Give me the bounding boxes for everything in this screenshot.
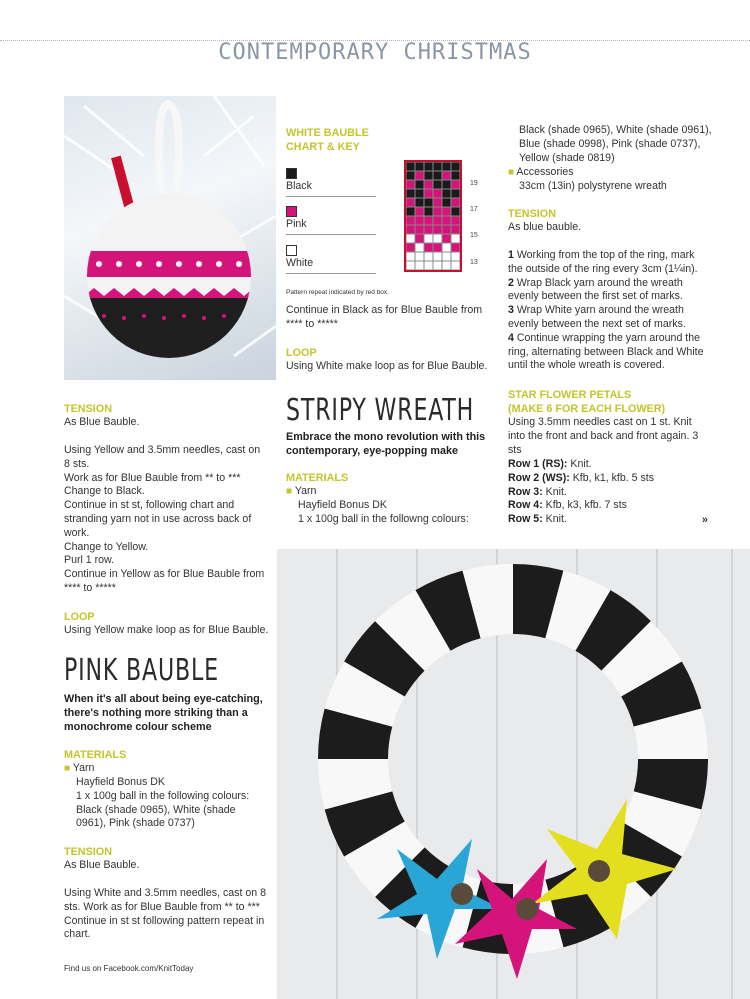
stripy-wreath-title: STRIPY WREATH: [286, 393, 475, 428]
chart-cell: [433, 180, 442, 189]
yellow-tension-text: As Blue Bauble.: [64, 416, 140, 428]
wreath-stripe: [374, 839, 399, 872]
chart-cell: [415, 171, 424, 180]
wreath-yarn-details: [298, 499, 494, 527]
petal-row: Row 3: Knit.: [508, 485, 567, 498]
row-number-19: 19: [470, 180, 478, 187]
wreath-stripe: [513, 599, 554, 604]
wreath-stripe: [353, 718, 358, 759]
chart-cell: [433, 225, 442, 234]
pink-yarn-detail: 1 x 100g ball in the following colours: Black (shade 0965), White (shade 0961), Pink (shade 0737): [76, 789, 250, 830]
chart-cell: [406, 261, 415, 270]
chart-heading-line2: CHART & KEY: [286, 141, 360, 153]
chart-cell: [415, 216, 424, 225]
chart-cell: [451, 225, 460, 234]
pink-bauble-intro: When it's all about being eye-catching, there's nothing more striking than a monochrome colour scheme: [64, 693, 263, 733]
wreath-yarn-detail: 1 x 100g ball in the followng colours:: [298, 512, 469, 525]
row-number-15: 15: [470, 232, 478, 239]
wreath-step: 2 Wrap Black yarn around the wreath evenly between the first set of marks.: [508, 276, 683, 303]
chart-cell: [406, 225, 415, 234]
pink-bauble-title: PINK BAUBLE: [64, 653, 219, 688]
chart-cell: [442, 198, 451, 207]
chart-cell: [415, 198, 424, 207]
chart-cell: [424, 252, 433, 261]
white-swatch: [286, 245, 297, 256]
yellow-line: Using Yellow and 3.5mm needles, cast on 8 sts.: [64, 444, 261, 470]
pink-method: Using White and 3.5mm needles, cast on 8 sts. Work as for Blue Bauble from ** to *** Continue in st st following pattern repeat in chart.: [64, 887, 266, 941]
chart-cell: [424, 171, 433, 180]
chart-cell: [415, 207, 424, 216]
wreath-yarn-label: Yarn: [294, 485, 317, 497]
bauble-illustration: [64, 96, 276, 380]
wreath-stripe: [626, 646, 651, 679]
wreath-step: 1 Working from the top of the ring, mark the outside of the ring every 3cm (1¼in).: [508, 249, 698, 275]
chart-cell: [433, 252, 442, 261]
chart-cell: [415, 180, 424, 189]
petals-heading-line2: (MAKE 6 FOR EACH FLOWER): [508, 403, 666, 415]
chart-cell: [451, 207, 460, 216]
yellow-line: Continue in st st, following chart and stranding yarn not in use across back of work.: [64, 499, 252, 539]
wreath-stripe: [593, 620, 626, 645]
petal-row: Row 1 (RS): Knit.: [508, 458, 592, 470]
accessories-detail: 33cm (13in) polystyrene wreath: [519, 180, 667, 192]
key-pink: [286, 204, 376, 235]
yellow-line: Continue in Yellow as for Blue Bauble from **** to *****: [64, 568, 265, 594]
pink-yarn-brand: Hayfield Bonus DK: [76, 776, 165, 788]
wreath-stripe: [400, 620, 433, 645]
chart-cell: [406, 198, 415, 207]
chart-cell: [424, 207, 433, 216]
chart-cell: [406, 189, 415, 198]
wreath-steps: [508, 249, 708, 373]
wreath-photo: [277, 549, 750, 999]
yellow-loop-text: Using Yellow make loop as for Blue Bauble.: [64, 624, 269, 636]
chart-cell: [406, 216, 415, 225]
key-white-label: White: [286, 257, 314, 269]
wreath-stripe: [668, 718, 673, 759]
chart-cell: [406, 252, 415, 261]
chart-cell: [442, 207, 451, 216]
chart-cell: [451, 171, 460, 180]
wreath-yarn-brand: Hayfield Bonus DK: [298, 499, 387, 511]
chart-cell: [424, 189, 433, 198]
chart-cell: [424, 180, 433, 189]
pink-tension-text: As Blue Bauble.: [64, 859, 140, 871]
chart-cell: [433, 207, 442, 216]
yellow-loop-heading: LOOP: [64, 611, 95, 623]
wreath-stripe: [358, 800, 374, 839]
yellow-line: Change to Yellow.: [64, 540, 149, 553]
petals-heading-line1: STAR FLOWER PETALS: [508, 389, 632, 401]
wreath-stripe: [374, 646, 399, 679]
chart-cell: [451, 198, 460, 207]
petals-intro: Using 3.5mm needles cast on 1 st. Knit into the front and back and front again. 3 sts: [508, 416, 699, 456]
chart-cell: [424, 225, 433, 234]
wreath-accessories-item: [508, 166, 574, 180]
chart-cell: [415, 261, 424, 270]
wreath-stripe: [668, 759, 673, 800]
chart-cell: [433, 171, 442, 180]
chart-cell: [451, 216, 460, 225]
chart-cell: [406, 180, 415, 189]
bullet-square-icon: ■: [286, 486, 293, 497]
chart-cell: [442, 171, 451, 180]
chart-cell: [415, 234, 424, 243]
yellow-line: Change to Black.: [64, 485, 145, 498]
black-swatch: [286, 168, 297, 179]
bullet-square-icon: ■: [64, 763, 71, 774]
chart-cell: [415, 225, 424, 234]
chart-cell: [442, 162, 451, 171]
bauble-chart-grid: [404, 160, 462, 272]
chart-cell: [433, 198, 442, 207]
wreath-step: 4 Continue wrapping the yarn around the ring, alternating between Black and White until the whole wreath is covered.: [508, 331, 704, 372]
chart-cell: [415, 252, 424, 261]
chart-cell: [406, 207, 415, 216]
chart-cell: [442, 216, 451, 225]
wreath-stripe: [554, 604, 593, 620]
yellow-line: Work as for Blue Bauble from ** to ***: [64, 471, 241, 484]
pink-tension-heading: TENSION: [64, 846, 112, 858]
wreath-stripe: [353, 759, 358, 800]
wreath-stripe: [358, 679, 374, 718]
chart-cell: [451, 234, 460, 243]
row-number-17: 17: [470, 206, 478, 213]
wreath-step: 3 Wrap White yarn around the wreath evenly between the next set of marks.: [508, 304, 686, 330]
petal-row: Row 2 (WS): Kfb, k1, kfb. 5 sts: [508, 471, 654, 484]
chart-cell: [442, 225, 451, 234]
chart-cell: [424, 162, 433, 171]
pink-yarn-details: [76, 776, 268, 831]
wreath-yarn-colours: Black (shade 0965), White (shade 0961), Blue (shade 0998), Pink (shade 0737), Yellow (shade 0819): [519, 124, 712, 164]
chart-cell: [415, 189, 424, 198]
key-black-label: Black: [286, 180, 312, 192]
chart-cell: [433, 234, 442, 243]
key-white: [286, 243, 376, 274]
wreath-stripe: [472, 599, 513, 604]
row-number-13: 13: [470, 259, 478, 266]
wreath-tension-heading: TENSION: [508, 208, 556, 220]
chart-cell: [451, 252, 460, 261]
yellow-line: Purl 1 row.: [64, 554, 115, 567]
chart-cell: [442, 234, 451, 243]
chart-cell: [433, 261, 442, 270]
chart-cell: [451, 180, 460, 189]
yellow-tension-heading: TENSION: [64, 403, 112, 415]
chart-cell: [415, 243, 424, 252]
chart-cell: [424, 234, 433, 243]
wreath-yarn-item: [286, 485, 316, 499]
chart-cell: [424, 243, 433, 252]
chart-cell: [433, 216, 442, 225]
chart-cell: [442, 243, 451, 252]
yellow-instructions: [64, 444, 266, 596]
chart-cell: [415, 162, 424, 171]
chart-cell: [442, 189, 451, 198]
chart-cell: [406, 162, 415, 171]
bullet-square-icon: ■: [508, 167, 515, 178]
petals-heading: [508, 388, 708, 416]
key-pink-label: Pink: [286, 218, 307, 230]
chart-cell: [433, 243, 442, 252]
wreath-stripe: [652, 679, 668, 718]
pink-materials-heading: MATERIALS: [64, 749, 127, 761]
chart-heading: [286, 126, 396, 154]
wreath-stripe: [554, 898, 593, 914]
chart-cell: [451, 189, 460, 198]
key-black: [286, 166, 376, 197]
chart-continue-text: Continue in Black as for Blue Bauble from **** to *****: [286, 304, 483, 330]
continue-arrow-icon: »: [702, 514, 708, 526]
accessories-label: Accessories: [516, 166, 574, 178]
chart-cell: [424, 261, 433, 270]
petal-row: Row 5: Knit.: [508, 513, 567, 526]
bauble-photo: [64, 96, 276, 380]
petal-row: Row 4: Kfb, k3, kfb. 7 sts: [508, 499, 627, 512]
chart-loop-heading: LOOP: [286, 347, 317, 359]
pink-swatch: [286, 206, 297, 217]
petal-rows: [508, 458, 708, 527]
chart-cell: [406, 243, 415, 252]
wreath-stripe: [652, 800, 668, 839]
chart-cell: [406, 171, 415, 180]
pink-yarn-label: Yarn: [72, 762, 95, 774]
chart-cell: [451, 261, 460, 270]
repeat-note: Pattern repeat indicated by red box.: [286, 289, 389, 296]
chart-cell: [433, 189, 442, 198]
section-title: CONTEMPORARY CHRISTMAS: [218, 40, 532, 65]
facebook-footer: Find us on Facebook.com/KnitToday: [64, 964, 194, 973]
chart-loop-text: Using White make loop as for Blue Bauble.: [286, 360, 488, 372]
wreath-stripe: [433, 604, 472, 620]
chart-cell: [433, 162, 442, 171]
chart-cell: [451, 243, 460, 252]
wreath-tension-text: As blue bauble.: [508, 221, 582, 233]
chart-cell: [424, 198, 433, 207]
chart-heading-line1: WHITE BAUBLE: [286, 127, 369, 139]
chart-cell: [442, 180, 451, 189]
chart-cell: [406, 234, 415, 243]
wreath-materials-heading: MATERIALS: [286, 472, 349, 484]
chart-cell: [442, 252, 451, 261]
stripy-wreath-intro: Embrace the mono revolution with this contemporary, eye-popping make: [286, 431, 486, 457]
chart-cell: [442, 261, 451, 270]
pink-yarn-item: [64, 762, 94, 776]
chart-cell: [424, 216, 433, 225]
wreath-illustration: [277, 549, 750, 999]
chart-cell: [451, 162, 460, 171]
